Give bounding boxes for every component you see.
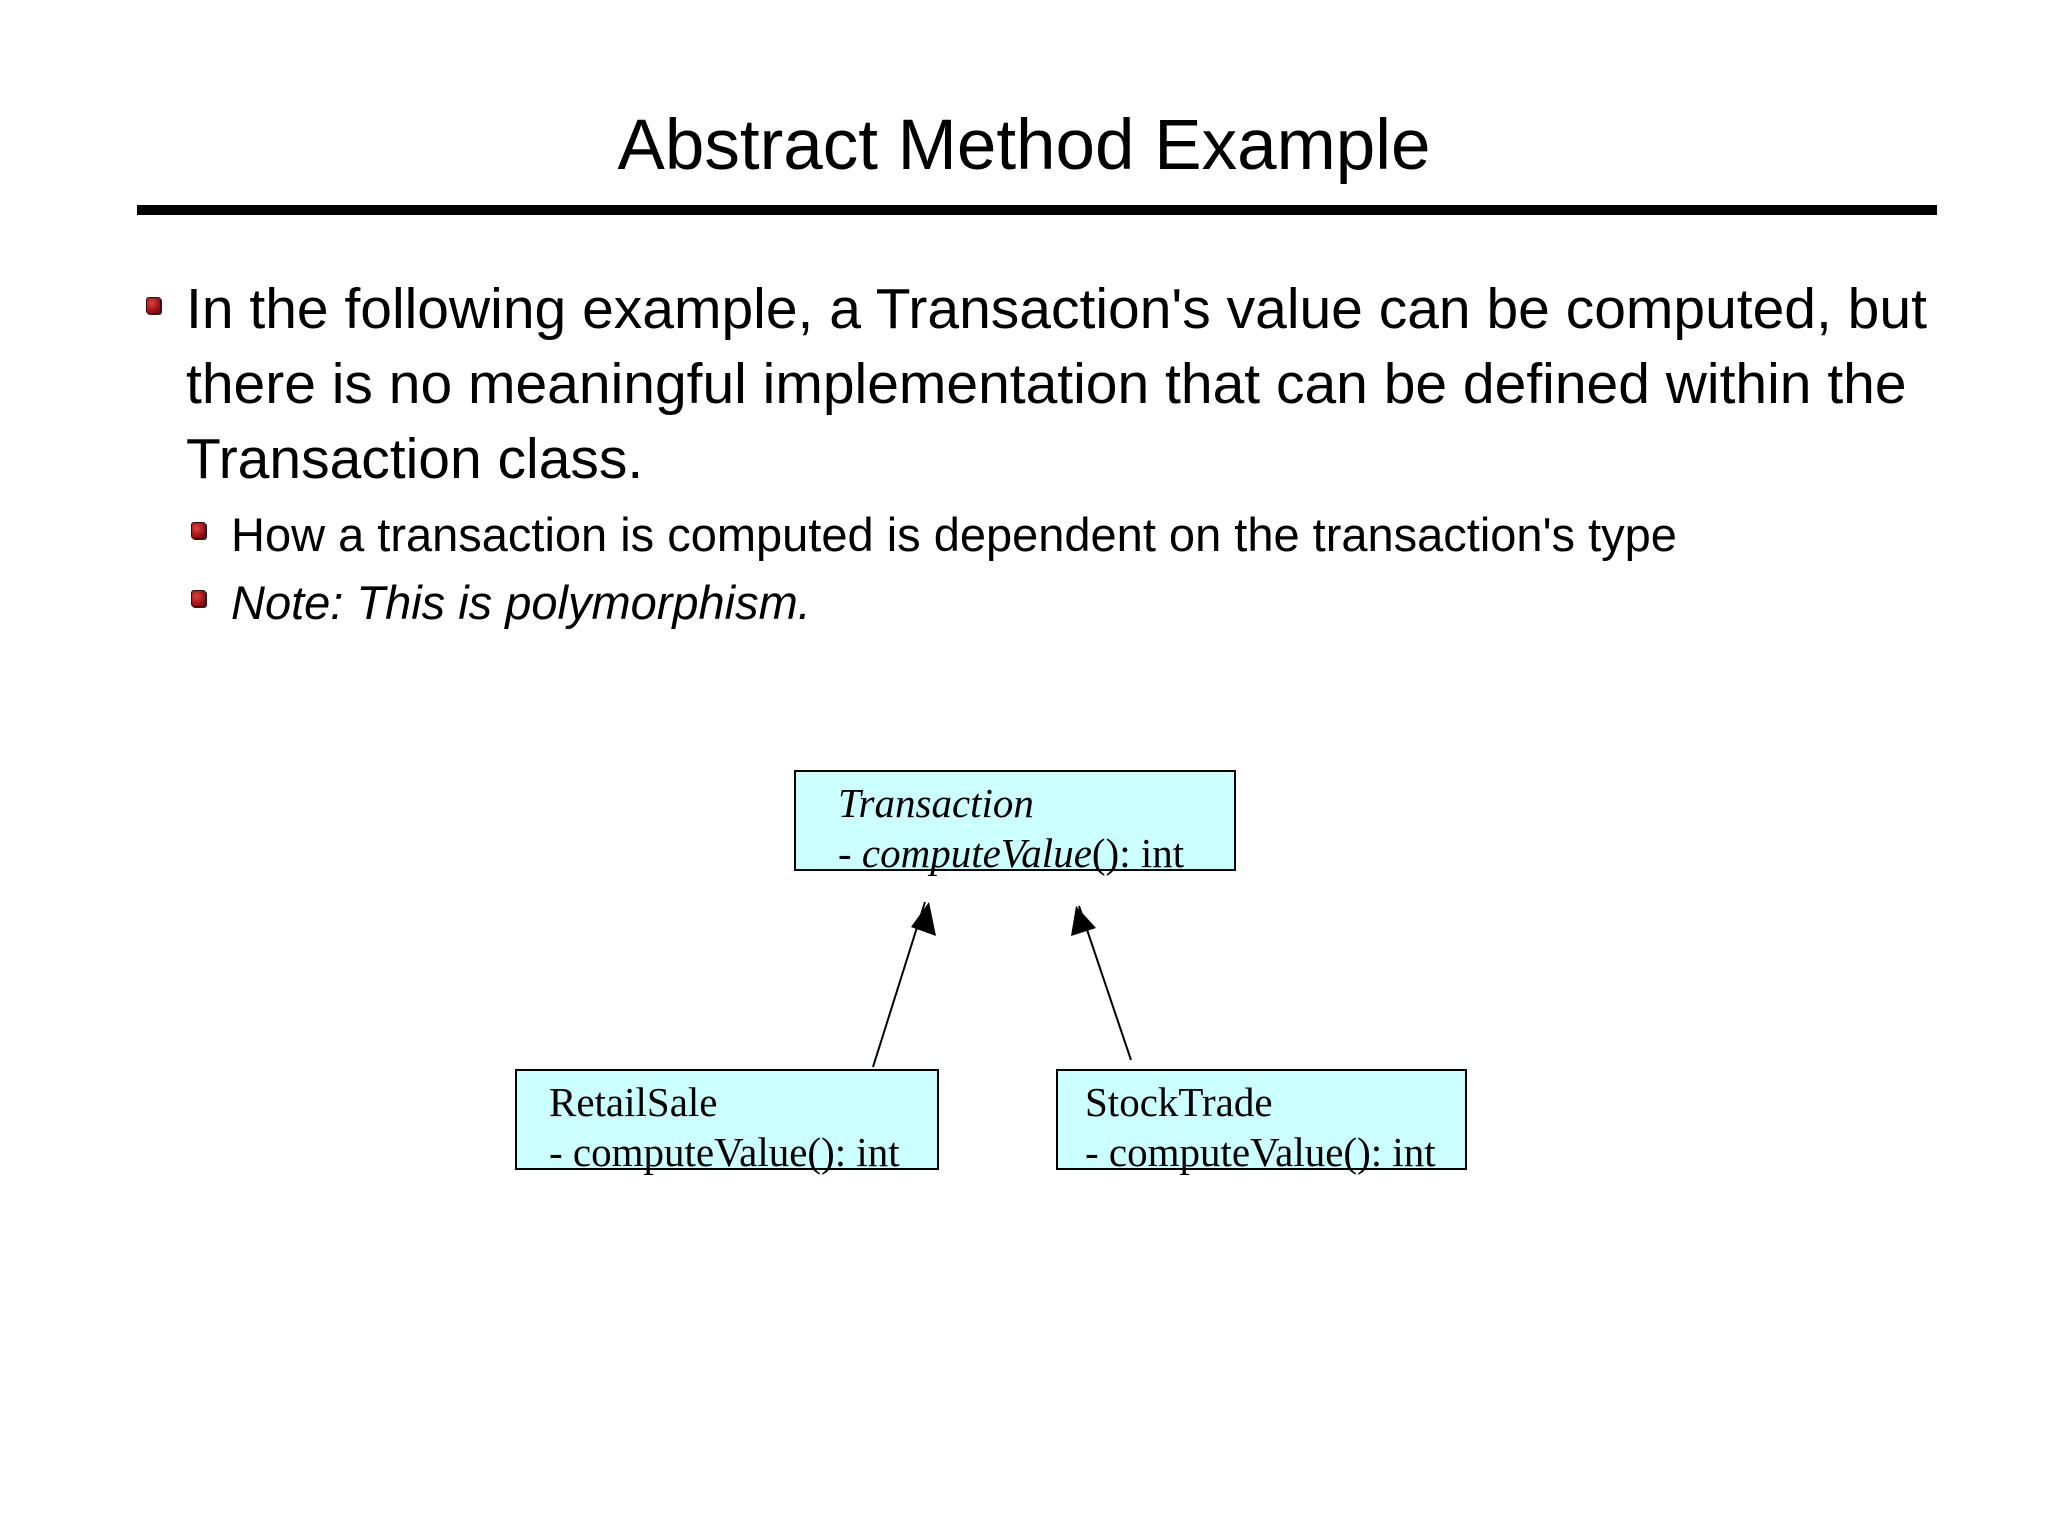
sub-bullet-text: How a transaction is computed is dependent on the transaction's type <box>231 508 1677 561</box>
arrowhead-stocktrade <box>1071 906 1096 936</box>
slide-title: Abstract Method Example <box>617 106 1431 185</box>
class-method <box>838 828 1234 878</box>
bullet-main-text: In the following example, a Transaction's value can be computed, but there is no meaningful implementation that can be defined within the Transaction class. <box>186 277 1927 491</box>
class-name: StockTrade <box>1085 1079 1273 1125</box>
sub-bullet-note: Note: This is polymorphism. <box>231 576 811 629</box>
class-box-retailsale <box>515 1069 939 1175</box>
class-name: Transaction <box>838 780 1034 826</box>
class-box-transaction <box>794 770 1236 876</box>
method-prefix: - <box>838 830 862 876</box>
class-box-stocktrade <box>1056 1069 1467 1175</box>
method-suffix: (): int <box>1091 830 1185 876</box>
class-name: RetailSale <box>549 1079 718 1125</box>
class-method: - computeValue(): int <box>549 1129 900 1175</box>
method-name: computeValue <box>861 830 1092 876</box>
class-method: - computeValue(): int <box>1085 1129 1436 1175</box>
